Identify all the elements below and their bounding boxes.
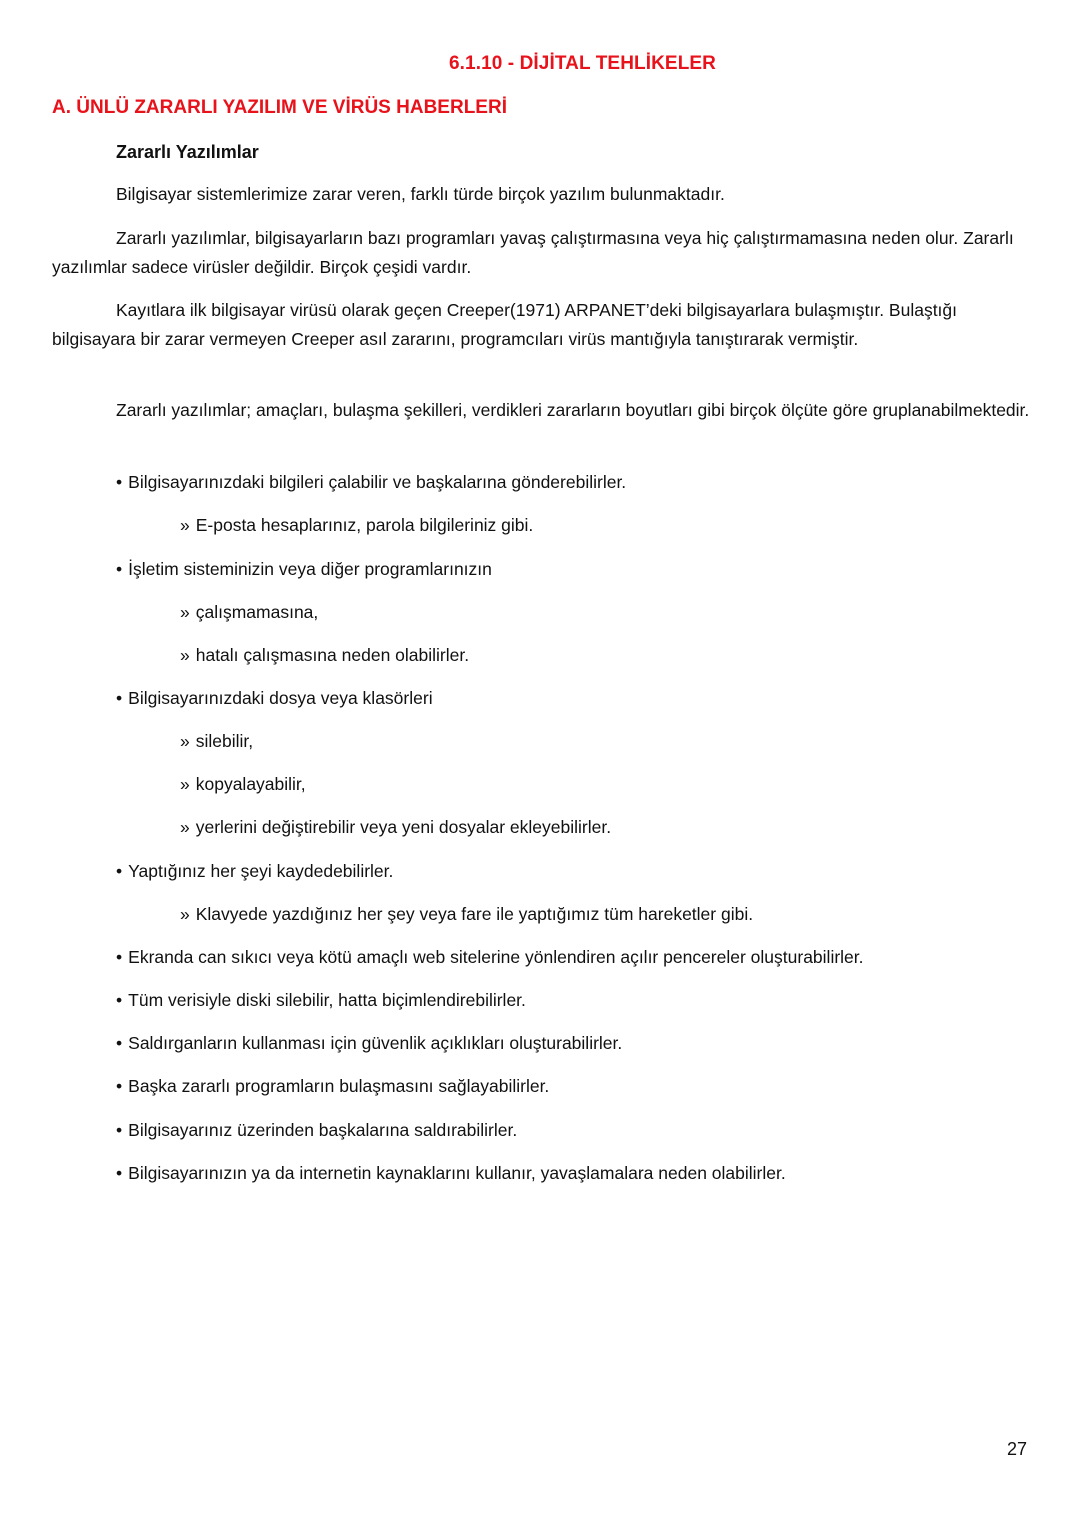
list-item-text: Yaptığınız her şeyi kaydedebilirler. <box>128 861 394 881</box>
bullet-icon: • <box>116 688 123 708</box>
list-item <box>116 1118 517 1142</box>
list-item-text: Bilgisayarınızın ya da internetin kaynaklarını kullanır, yavaşlamalara neden olabilirler. <box>128 1163 786 1183</box>
list-item <box>116 988 526 1012</box>
section-title: A. ÜNLÜ ZARARLI YAZILIM VE VİRÜS HABERLERİ <box>52 97 507 118</box>
sub-list-item <box>180 902 753 926</box>
chevron-right-icon: » <box>180 774 190 794</box>
chevron-right-icon: » <box>180 515 190 535</box>
list-item-text: Tüm verisiyle diski silebilir, hatta biçimlendirebilirler. <box>128 990 526 1010</box>
subsection-title: Zararlı Yazılımlar <box>116 142 259 162</box>
page-number: 27 <box>1007 1439 1028 1459</box>
bullet-icon: • <box>116 472 123 492</box>
chevron-right-icon: » <box>180 904 190 924</box>
chevron-right-icon: » <box>180 731 190 751</box>
bullet-icon: • <box>116 1076 123 1096</box>
list-item <box>116 1031 622 1055</box>
list-item-text: İşletim sisteminizin veya diğer programlarınızın <box>128 559 492 579</box>
list-item-text: Bilgisayarınızdaki bilgileri çalabilir ve başkalarına gönderebilirler. <box>128 472 627 492</box>
chevron-right-icon: » <box>180 602 190 622</box>
bullet-icon: • <box>116 1033 123 1053</box>
list-item-text: Saldırganların kullanması için güvenlik açıklıkları oluşturabilirler. <box>128 1033 623 1053</box>
bullet-icon: • <box>116 1163 123 1183</box>
paragraph-creeper: Kayıtlara ilk bilgisayar virüsü olarak geçen Creeper(1971) ARPANET’deki bilgisayarlara bulaşmıştır. Bulaştığı bilgisayara bir zarar vermeyen Creeper asıl zararını, programcıları virüs mantığıyla tanıştırarak vermiştir. <box>52 300 958 349</box>
sub-list-item <box>180 729 253 753</box>
bullet-icon: • <box>116 1120 123 1140</box>
list-item <box>116 686 433 710</box>
list-item-text: Bilgisayarınız üzerinden başkalarına saldırabilirler. <box>128 1120 518 1140</box>
paragraph-intro: Bilgisayar sistemlerimize zarar veren, farklı türde birçok yazılım bulunmaktadır. <box>116 184 725 204</box>
list-item <box>116 1074 549 1098</box>
sub-list-item-text: yerlerini değiştirebilir veya yeni dosyalar ekleyebilirler. <box>195 817 612 837</box>
paragraph-grouping: Zararlı yazılımlar; amaçları, bulaşma şekilleri, verdikleri zararların boyutları gibi birçok ölçüte göre gruplanabilmektedir. <box>116 400 1030 420</box>
list-item-text: Başka zararlı programların bulaşmasını sağlayabilirler. <box>128 1076 550 1096</box>
sub-list-item <box>180 513 533 537</box>
sub-list-item-text: E-posta hesaplarınız, parola bilgileriniz gibi. <box>195 515 534 535</box>
sub-list-item-text: Klavyede yazdığınız her şey veya fare ile yaptığımız tüm hareketler gibi. <box>195 904 754 924</box>
sub-list-item <box>180 772 306 796</box>
list-item-text: Ekranda can sıkıcı veya kötü amaçlı web sitelerine yönlendiren açılır pencereler oluşturabilirler. <box>128 947 864 967</box>
chapter-title: 6.1.10 - DİJİTAL TEHLİKELER <box>449 53 716 74</box>
chevron-right-icon: » <box>180 817 190 837</box>
list-item <box>116 1161 786 1185</box>
list-item <box>116 557 492 581</box>
sub-list-item-text: hatalı çalışmasına neden olabilirler. <box>195 645 470 665</box>
list-item <box>116 945 864 969</box>
sub-list-item-text: kopyalayabilir, <box>195 774 306 794</box>
sub-list-item <box>180 815 611 839</box>
list-item-text: Bilgisayarınızdaki dosya veya klasörleri <box>128 688 433 708</box>
bullet-icon: • <box>116 990 123 1010</box>
bullet-icon: • <box>116 861 123 881</box>
sub-list-item-text: çalışmamasına, <box>195 602 319 622</box>
bullet-icon: • <box>116 947 123 967</box>
chevron-right-icon: » <box>180 645 190 665</box>
bullet-icon: • <box>116 559 123 579</box>
paragraph-definition: Zararlı yazılımlar, bilgisayarların bazı programları yavaş çalıştırmasına veya hiç çalıştırmamasına neden olur. Zararlı yazılımlar sadece virüsler değildir. Birçok çeşidi vardır. <box>52 228 1014 277</box>
sub-list-item-text: silebilir, <box>195 731 254 751</box>
list-item <box>116 470 626 494</box>
sub-list-item <box>180 600 318 624</box>
list-item <box>116 859 393 883</box>
sub-list-item <box>180 643 469 667</box>
